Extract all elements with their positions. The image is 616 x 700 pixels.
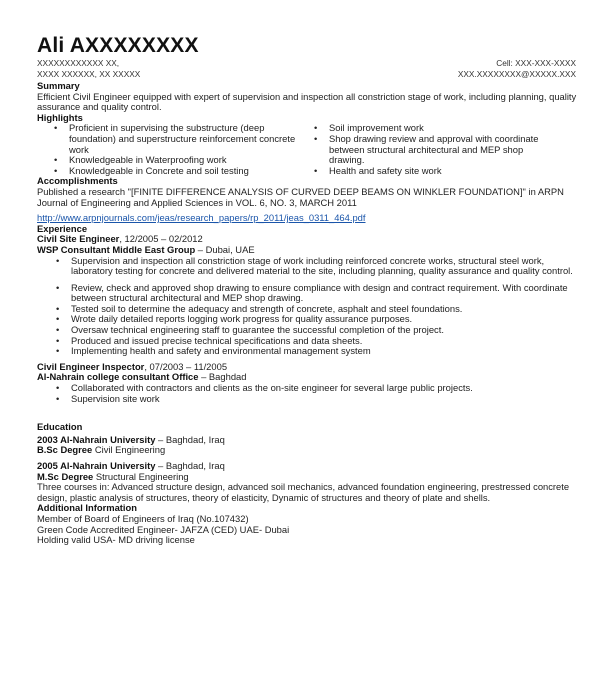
address-line-1: XXXXXXXXXXXX XX, (37, 58, 120, 68)
bullet-icon: • (54, 154, 58, 166)
bullet-icon: • (56, 345, 60, 357)
bullet-icon: • (314, 122, 318, 134)
list-item: • Wrote daily detailed reports logging work progress for quality assurance purposes. (56, 313, 413, 325)
list-item: • Soil improvement work (314, 122, 424, 134)
education-heading: Education (37, 421, 83, 433)
job-bullets (37, 283, 577, 357)
job-bullets (37, 383, 577, 404)
bullet-icon: • (54, 164, 58, 176)
additional-line: Green Code Accredited Engineer- JAFZA (CED) UAE- Dubai (37, 523, 290, 535)
education-field: Civil Engineering (92, 444, 166, 456)
address-block (37, 58, 140, 80)
education-location: – Baghdad, Iraq (155, 433, 225, 445)
job-bullets (37, 256, 577, 277)
highlights-column-1 (37, 123, 297, 176)
job-title: Civil Engineer Inspector (37, 360, 145, 372)
bullet-icon: • (56, 392, 60, 404)
education-location: – Baghdad, Iraq (155, 460, 225, 471)
additional-line: Member of Board of Engineers of Iraq (No.107432) (37, 512, 249, 524)
bullet-icon: • (56, 281, 60, 293)
list-item: • Knowledgeable in Concrete and soil testing (54, 164, 249, 176)
accomplishments-text: Published a research "[FINITE DIFFERENCE ANALYSIS OF CURVED DEEP BEAMS ON WINKLER FOUNDATION]" in ARPN Journal of Engineering and Applied Sciences in VOL. 6, NO. 3, MARCH 2011 (37, 185, 564, 208)
job-location: – Baghdad (198, 371, 247, 383)
list-item: • Produced and issued precise technical specifications and data sheets. (56, 334, 363, 346)
bullet-icon: • (314, 164, 318, 176)
cell-phone: Cell: XXX-XXX-XXXX (496, 58, 576, 68)
education-degree: B.Sc Degree (37, 444, 93, 456)
bullet-icon: • (56, 313, 60, 325)
list-item: • Shop drawing review and approval with coordinate between structural architectural and MEP shop drawing. (314, 132, 539, 166)
highlights-heading: Highlights (37, 111, 83, 123)
resume-body (37, 81, 577, 546)
experience-heading: Experience (37, 222, 88, 234)
job-title: Civil Site Engineer (37, 233, 120, 245)
bullet-icon: • (54, 122, 58, 134)
education-field: Structural Engineering (93, 470, 189, 482)
job-dates: , 12/2005 – 02/2012 (119, 233, 203, 245)
list-item: • Implementing health and safety and environmental management system (56, 345, 371, 357)
additional-line: Holding valid USA- MD driving license (37, 534, 195, 546)
list-item: • Oversaw technical engineering staff to guarantee the successful completion of the project. (56, 324, 444, 336)
contact-block (458, 58, 576, 80)
education-degree: M.Sc Degree (37, 470, 94, 482)
email-address: XXX.XXXXXXXX@XXXXX.XXX (457, 69, 576, 79)
additional-heading: Additional Information (37, 502, 137, 514)
highlights-column-2 (297, 123, 557, 176)
list-item: • Supervision site work (56, 392, 160, 404)
address-line-2: XXXX XXXXXX, XX XXXXX (37, 69, 141, 79)
list-item: • Knowledgeable in Waterproofing work (54, 154, 227, 166)
education-school: 2003 Al-Nahrain University (37, 433, 156, 445)
education-notes: Three courses in: Advanced structure design, advanced soil mechanics, advanced foundation engineering, prestressed concrete design, plastic analysis of structures, theory of elasticity, Dynamic of structures and theory of plate and shells. (37, 481, 570, 503)
bullet-icon: • (56, 254, 60, 266)
job-entry (37, 362, 577, 404)
list-item: • Health and safety site work (314, 164, 442, 176)
job-location: – Dubai, UAE (195, 243, 255, 255)
summary-text: Efficient Civil Engineer equipped with expert of supervision and inspection all constriction stage of work, including planning, quality assurance and quality control. (37, 90, 577, 113)
accomplishments-heading: Accomplishments (37, 175, 118, 187)
bullet-icon: • (314, 132, 318, 144)
research-paper-link[interactable]: http://www.arpnjournals.com/jeas/research_papers/rp_2011/jeas_0311_464.pdf (37, 212, 366, 224)
list-item: • Proficient in supervising the substructure (deep foundation) and superstructure reinforcement concrete work (54, 122, 296, 155)
highlights-list (37, 123, 577, 176)
candidate-name: Ali AXXXXXXXX (37, 34, 199, 57)
education-entry (37, 461, 577, 503)
list-item: • Review, check and approved shop drawing to ensure compliance with design and contract requirement. With coordinate between structural architectural and MEP shop drawing. (56, 281, 568, 304)
job-entry (37, 234, 577, 357)
bullet-icon: • (56, 302, 60, 314)
bullet-icon: • (56, 334, 60, 346)
bullet-icon: • (56, 382, 60, 394)
list-item: • Tested soil to determine the adequacy and strength of concrete, asphalt and steel foundations. (56, 302, 463, 314)
summary-heading: Summary (37, 80, 80, 91)
list-item: • Collaborated with contractors and clients as the on-site engineer for several large public projects. (56, 382, 473, 394)
education-entry (37, 435, 577, 456)
list-item: • Supervision and inspection all constriction stage of work including reinforced concrete works, structural steel work, laboratory testing for concrete and delivered material to the site, including planning, quality assurance and quality control. (56, 254, 573, 277)
bullet-icon: • (56, 324, 60, 336)
company-name: WSP Consultant Middle East Group (37, 243, 196, 255)
company-name: Al-Nahrain college consultant Office (37, 371, 199, 383)
job-dates: , 07/2003 – 11/2005 (144, 360, 228, 372)
education-school: 2005 Al-Nahrain University (37, 460, 156, 471)
